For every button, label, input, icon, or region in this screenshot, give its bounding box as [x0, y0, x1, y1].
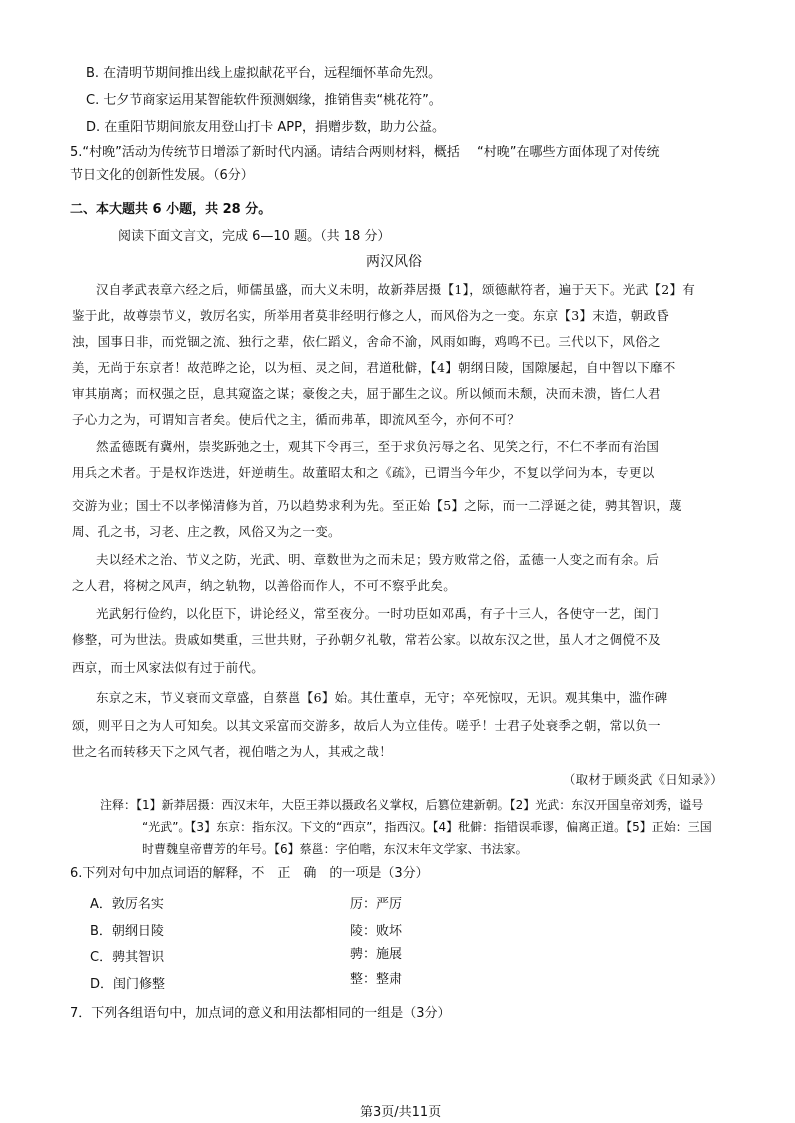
passage-line: 美，无尚于东京者！故范晔之论，以为桓、灵之间，君道秕僻，【4】朝纲日陵，国隙屡起，自中智以下靡不: [72, 360, 676, 375]
passage-line: 审其崩离；而权强之臣，息其窥盗之谋；豪俊之夫，屈于鄙生之议。所以倾而未颓，决而未溃，皆仁人君: [72, 386, 661, 401]
q5-line2: 节日文化的创新性发展。（6分）: [70, 168, 254, 183]
passage-line: 然孟德既有冀州，崇奖跅弛之士，观其下令再三，至于求负污辱之名、见笑之行，不仁不孝而有治国: [96, 439, 660, 454]
passage-line: 世之名而转移天下之风气者，视伯喈之为人，其戒之哉！: [72, 744, 393, 759]
q6-stem: 6.下列对句中加点词语的解释，不 正 确 的一项是（3分）: [70, 866, 429, 881]
passage-line: 子心力之为，可谓知言者矣。使后代之主，循而弗革，即流风至今，亦何不可？: [72, 412, 521, 427]
notes-line3: 时曹魏皇帝曹芳的年号。【6】蔡邕：字伯喈，东汉末年文学家、书法家。: [142, 842, 528, 856]
q6-option-c: C．骋其智识: [90, 950, 165, 965]
q6-option-d-gloss: 整：整肃: [350, 972, 403, 987]
notes-line2: “光武”。【3】东京：指东汉。下文的“西京”，指西汉。【4】秕僻：指错误乖谬，偏离正道。【5】正始：三国: [142, 820, 712, 834]
passage-line: 浊，国事日非，而党锢之流、独行之辈，依仁蹈义，舍命不渝，风雨如晦，鸡鸣不已。三代以下，风俗之: [72, 334, 661, 349]
q6-option-d: D．闺门修整: [90, 977, 166, 992]
q6-option-a-gloss: 厉：严厉: [350, 897, 403, 912]
passage-line: 交游为业；国士不以孝悌清修为首，乃以趋势求利为先。至正始【5】之际，而一二浮诞之徒，骋其智识，蔑: [72, 498, 682, 513]
passage-line: 西京，而士风家法似有过于前代。: [72, 660, 265, 675]
q4-option-d: D. 在重阳节期间旅友用登山打卡 APP，捐赠步数，助力公益。: [86, 120, 445, 135]
passage-line: 周、孔之书，习老、庄之教，风俗又为之一变。: [72, 524, 341, 539]
notes-line1: 注释：【1】新莽居摄：西汉末年，大臣王莽以摄政名义掌权，后篡位建新朝。【2】光武：东汉开国皇帝刘秀，谥号: [100, 798, 704, 812]
q4-option-b: B. 在清明节期间推出线上虚拟献花平台，远程缅怀革命先烈。: [86, 66, 442, 81]
q4-option-c: C. 七夕节商家运用某智能软件预测姻缘，推销售卖“桃花符”。: [86, 93, 442, 108]
q6-option-c-gloss: 骋：施展: [350, 947, 403, 962]
passage-line: 鉴于此，故尊崇节义，敦厉名实，所举用者莫非经明行修之人，而风俗为之一变。东京【3】末造，朝政昏: [72, 308, 670, 323]
section-heading: 二、本大题共 6 小题，共 28 分。: [70, 202, 272, 217]
passage-line: 之人君，将树之风声，纳之轨物，以善俗而作人，不可不察乎此矣。: [72, 578, 457, 593]
passage-line: 光武躬行俭约，以化臣下，讲论经义，常至夜分。一时功臣如邓禹，有子十三人，各使守一艺，闺门: [96, 606, 660, 621]
section-instruction: 阅读下面文言文，完成 6—10 题。（共 18 分）: [118, 229, 391, 244]
q6-option-a: A．敦厉名实: [90, 897, 164, 912]
q6-option-b: B．朝纲日陵: [90, 924, 164, 939]
passage-line: 用兵之术者。于是权诈迭进，奸逆萌生。故董昭太和之《疏》，已谓当今年少，不复以学问为本，专更以: [72, 465, 655, 480]
passage-line: 夫以经术之治、节义之防，光武、明、章数世为之而未足；毁方败常之俗，孟德一人变之而有余。后: [96, 552, 660, 567]
passage-title: 两汉风俗: [366, 254, 422, 270]
page-number: 第3页/共11页: [360, 1105, 442, 1120]
q6-option-b-gloss: 陵：败坏: [350, 924, 403, 939]
passage-line: 东京之末，节义衰而文章盛，自蔡邕【6】始。其仕董卓，无守；卒死惊叹，无识。观其集中，滥作碑: [96, 690, 668, 705]
passage-line: 汉自孝武表章六经之后，师儒虽盛，而大义未明，故新莽居摄【1】，颂德献符者，遍于天下。光武【2】有: [96, 282, 696, 297]
passage-line: 颂，则平日之为人可知矣。以其文采富而交游多，故后人为立佳传。嗟乎！士君子处衰季之朝，常以负一: [72, 718, 661, 733]
q7-stem: 7．下列各组语句中，加点词的意义和用法都相同的一组是（3分）: [70, 1006, 451, 1021]
passage-line: 修整，可为世法。贵戚如樊重，三世共财，子孙朝夕礼敬，常若公家。以故东汉之世，虽人才之倜傥不及: [72, 632, 661, 647]
q5-line1: 5.“村晚”活动为传统节日增添了新时代内涵。请结合两则材料，概括 “村晚”在哪些方面体现了对传统: [70, 145, 660, 160]
passage-source: （取材于顾炎武《日知录》）: [562, 772, 723, 787]
